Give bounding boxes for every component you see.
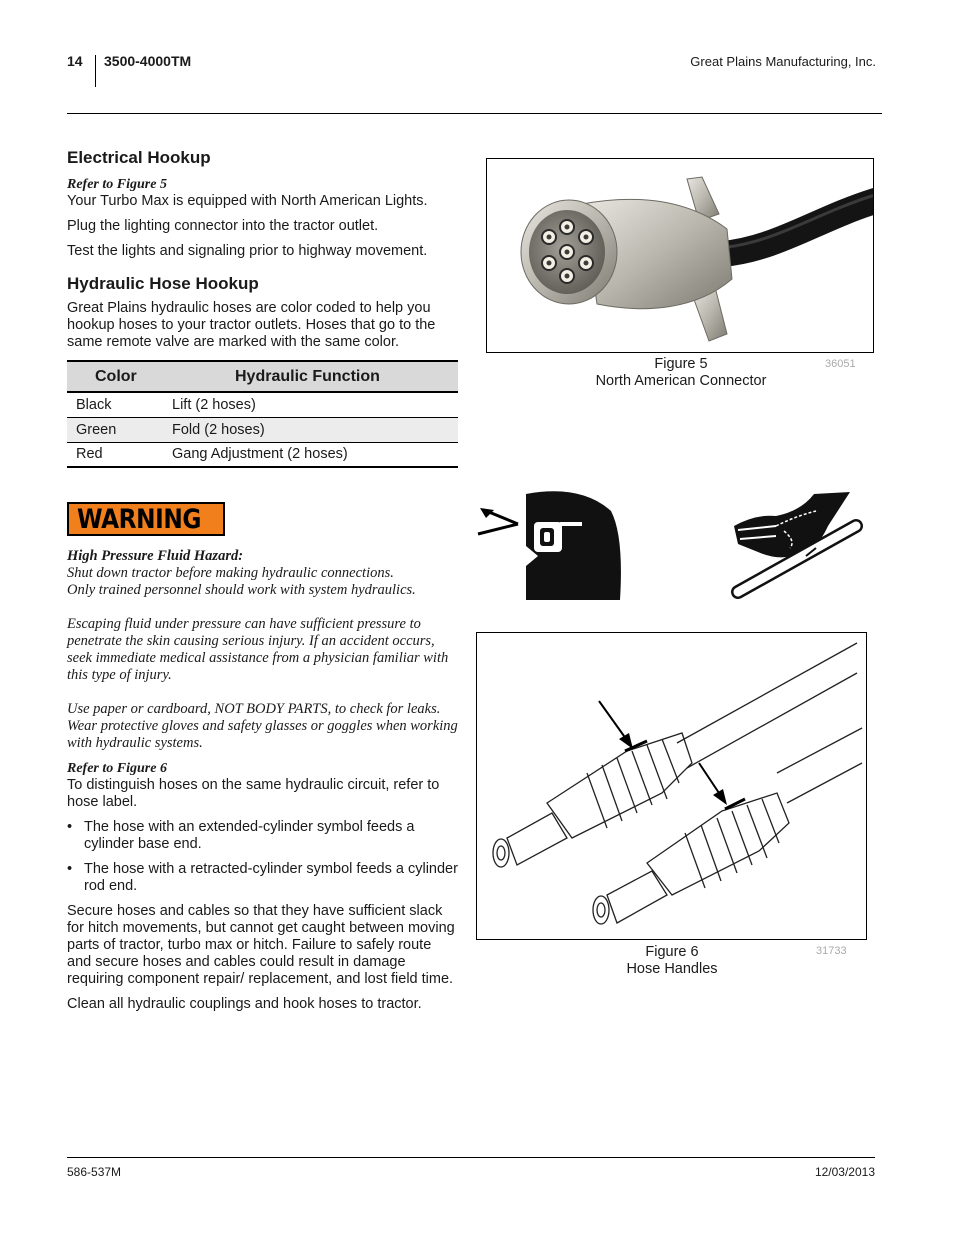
warning-line-1: Shut down tractor before making hydraulic connections. — [67, 565, 394, 581]
table-cell-color: Green — [67, 417, 172, 442]
hoses-ref: Refer to Figure 6 — [67, 761, 167, 776]
table-cell-color: Red — [67, 442, 172, 467]
figure-6-number: Figure 6 — [645, 944, 699, 960]
figure-6-title: Hose Handles — [626, 961, 718, 977]
electrical-p2: Plug the lighting connector into the tractor outlet. — [67, 218, 379, 234]
connector-illustration — [487, 159, 874, 353]
document-id: 3500-4000TM — [104, 53, 192, 69]
warning-title: High Pressure Fluid Hazard: — [67, 548, 244, 564]
hose-handles-illustration — [477, 633, 867, 940]
warning-label: WARNING — [77, 503, 201, 535]
hoses-p2: Secure hoses and cables so that they have sufficient slack for hitch movements, but cannot get caught between moving parts of tractor, turbo max or hitch. Failure to safely route and secure hoses and cables could result in damage requiring component repair/ replacement, and lost field time. — [67, 903, 455, 987]
table-cell-color: Black — [67, 392, 172, 417]
figure-5-id: 36051 — [825, 358, 856, 370]
warning-badge — [67, 502, 225, 536]
footer-date: 12/03/2013 — [814, 1165, 875, 1179]
list-item: • The hose with a retracted-cylinder symbol feeds a cylinder rod end. — [67, 861, 459, 895]
table-cell-function: Gang Adjustment (2 hoses) — [172, 442, 458, 467]
figure-5-caption — [486, 356, 876, 390]
warning-paragraph-3: Use paper or cardboard, NOT BODY PARTS, to check for leaks. Wear protective gloves and safety glasses or goggles when working with hydraulic systems. — [67, 701, 458, 751]
electrical-ref: Refer to Figure 5 — [67, 177, 167, 192]
hoses-p1: To distinguish hoses on the same hydraulic circuit, refer to hose label. — [67, 777, 440, 810]
hoses-p3: Clean all hydraulic couplings and hook hoses to tractor. — [67, 996, 422, 1012]
table-row — [67, 392, 458, 417]
eye-and-hand-hazard-icon — [476, 486, 868, 604]
warning-paragraph-2: Escaping fluid under pressure can have sufficient pressure to penetrate the skin causing serious injury. If an accident occurs, seek immediate medical assistance from a physician familiar with this type of injury. — [67, 616, 449, 683]
hoses-bullet-list — [67, 819, 459, 895]
page-number: 14 — [67, 53, 83, 69]
table-row — [67, 442, 458, 467]
electrical-heading: Electrical Hookup — [67, 148, 211, 167]
left-column — [67, 148, 459, 1021]
table-cell-function: Fold (2 hoses) — [172, 417, 458, 442]
electrical-p1: Your Turbo Max is equipped with North American Lights. — [67, 193, 428, 209]
table-row — [67, 417, 458, 442]
hydraulic-heading: Hydraulic Hose Hookup — [67, 274, 259, 293]
footer-part-number: 586-537M — [67, 1165, 122, 1179]
table-cell-function: Lift (2 hoses) — [172, 392, 458, 417]
table-header-function: Hydraulic Function — [172, 361, 458, 392]
warning-line-2: Only trained personnel should work with system hydraulics. — [67, 582, 416, 598]
footer-rule — [67, 1157, 875, 1158]
list-item: • The hose with an extended-cylinder symbol feeds a cylinder base end. — [67, 819, 459, 853]
figure-5-title: North American Connector — [595, 373, 767, 389]
header-rule — [67, 113, 882, 114]
table-header-color: Color — [67, 361, 172, 392]
figure-5-image — [486, 158, 874, 353]
figure-6-id: 31733 — [816, 945, 847, 957]
electrical-p3: Test the lights and signaling prior to highway movement. — [67, 243, 428, 259]
company-name: Great Plains Manufacturing, Inc. — [690, 54, 876, 69]
figure-6-image — [476, 632, 867, 940]
safety-pictograms — [476, 486, 868, 604]
figure-5-number: Figure 5 — [654, 356, 708, 372]
hydraulic-intro: Great Plains hydraulic hoses are color coded to help you hookup hoses to your tractor outlets. Hoses that go to the same remote valve are marked with the same color. — [67, 300, 436, 350]
header-divider — [95, 55, 96, 87]
figure-6-caption — [476, 944, 868, 978]
hydraulic-color-table — [67, 360, 458, 468]
